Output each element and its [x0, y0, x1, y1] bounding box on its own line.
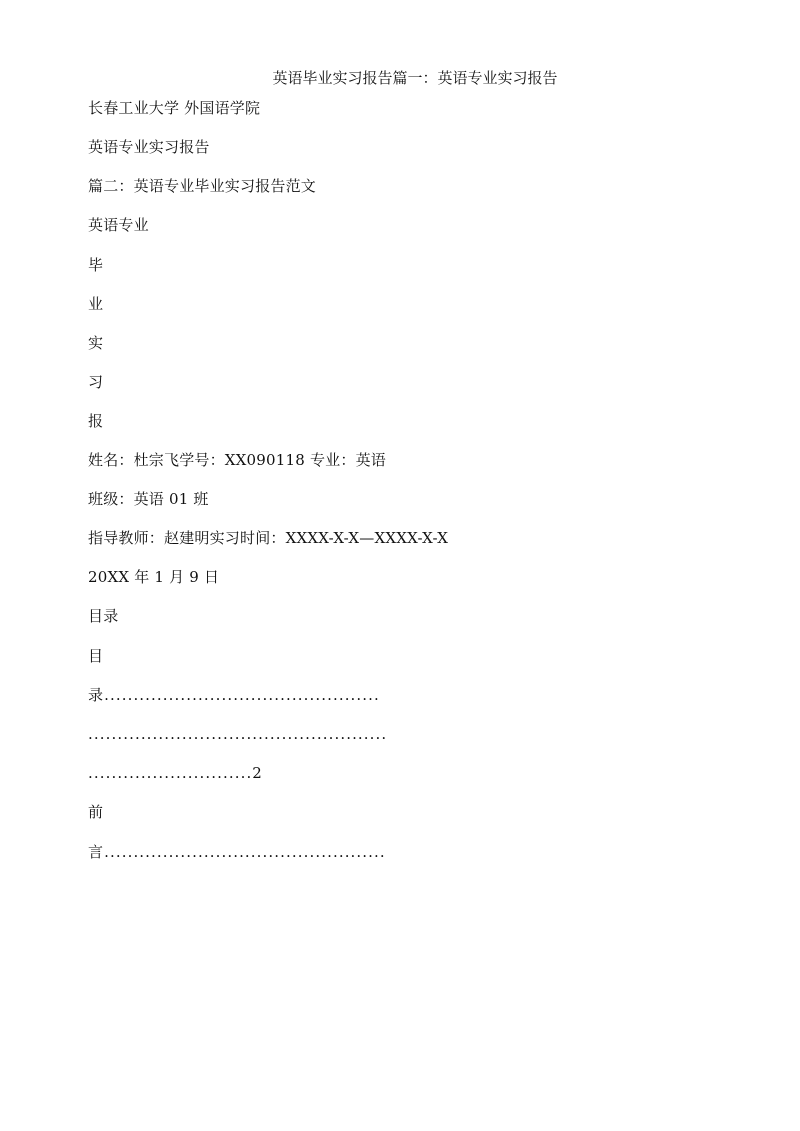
vertical-char-ye: 业	[88, 295, 104, 313]
contents-heading: 目录	[88, 607, 119, 625]
toc-entry-preface: 言................................................	[88, 843, 386, 861]
section-two-heading: 篇二：英语专业毕业实习报告范文	[88, 177, 317, 195]
report-title-line: 英语专业实习报告	[88, 138, 210, 156]
major-line: 英语专业	[88, 216, 149, 234]
document-title: 英语毕业实习报告篇一：英语专业实习报告	[272, 69, 558, 87]
vertical-char-shi: 实	[88, 334, 104, 352]
preface-char-qian: 前	[88, 803, 104, 821]
toc-entry-contents: 录...............................................	[88, 686, 380, 704]
toc-page-number-line: ............................2	[88, 764, 263, 782]
class-info-line: 班级：英语 01 班	[88, 490, 209, 508]
vertical-char-bao: 报	[88, 412, 104, 430]
date-line: 20XX 年 1 月 9 日	[88, 568, 220, 586]
vertical-char-bi: 毕	[88, 256, 104, 274]
advisor-info-line: 指导教师：赵建明实习时间：XXXX-X-X—XXXX-X-X	[88, 529, 449, 547]
school-line: 长春工业大学 外国语学院	[88, 99, 261, 117]
toc-leader-line: ...................................................	[88, 725, 388, 743]
contents-char-mu: 目	[88, 647, 104, 665]
student-info-line: 姓名：杜宗飞学号：XX090118 专业：英语	[88, 451, 386, 469]
vertical-char-xi: 习	[88, 373, 104, 391]
